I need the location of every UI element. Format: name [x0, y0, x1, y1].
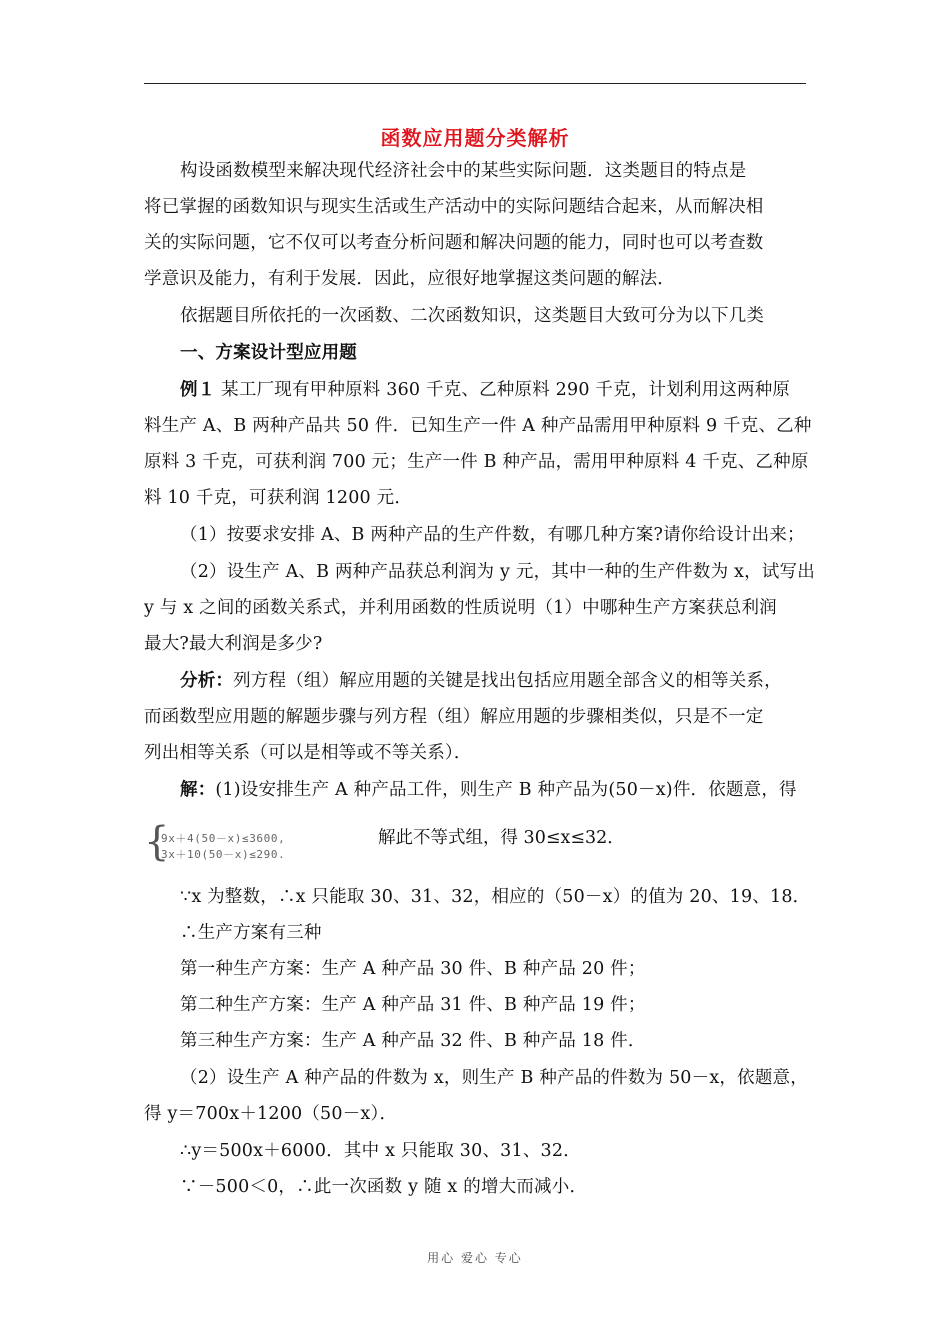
plan-2: 第二种生产方案：生产 A 种产品 31 件、B 种产品 19 件； — [180, 995, 646, 1015]
example-1-line-4: 料 10 千克，可获利润 1200 元． — [144, 488, 413, 508]
profit-function: ∴y＝500x＋6000．其中 x 只能取 30、31、32． — [180, 1141, 581, 1161]
page-footer: 用心 爱心 专心 — [427, 1251, 523, 1265]
solution-line-1 — [180, 779, 808, 801]
decreasing-conclusion: ∵－500＜0，∴此一次函数 y 随 x 的增大而减小． — [180, 1177, 588, 1197]
page-title: 函数应用题分类解析 — [380, 126, 570, 150]
header-rule — [144, 83, 806, 84]
categories-line: 依据题目所依托的一次函数、二次函数知识，这类题目大致可分为以下几类 — [180, 306, 765, 326]
intro-line-2: 将已掌握的函数知识与现实生活或生产活动中的实际问题结合起来，从而解决相 — [144, 197, 764, 217]
example-1-line-1 — [180, 379, 808, 401]
analysis-line-3: 列出相等关系（可以是相等或不等关系）． — [144, 743, 472, 763]
plan-3: 第三种生产方案：生产 A 种产品 32 件、B 种产品 18 件． — [180, 1031, 646, 1051]
intro-line-3: 关的实际问题，它不仅可以考查分析问题和解决问题的能力，同时也可以考查数 — [144, 233, 764, 253]
intro-line-4: 学意识及能力，有利于发展．因此，应很好地掌握这类问题的解法． — [144, 269, 675, 289]
step-three-plans: ∴生产方案有三种 — [180, 923, 322, 943]
plan-1: 第一种生产方案：生产 A 种产品 30 件、B 种产品 20 件； — [180, 959, 646, 979]
part-2-line-2: 得 y＝700x＋1200（50－x）． — [144, 1104, 398, 1124]
analysis-line-1 — [180, 670, 808, 692]
question-1: （1）按要求安排 A、B 两种产品的生产件数，有哪几种方案?请你给设计出来； — [180, 525, 805, 545]
analysis-line-2: 而函数型应用题的解题步骤与列方程（组）解应用题的步骤相类似，只是不一定 — [144, 707, 764, 727]
example-1-text: 某工厂现有甲种原料 360 千克、乙种原料 290 千克，计划利用这两种原 — [215, 380, 791, 400]
left-brace-symbol: { — [144, 819, 170, 865]
step-integer-values: ∵x 为整数，∴x 只能取 30、31、32，相应的（50－x）的值为 20、19、18． — [180, 887, 811, 907]
inequality-solution: 解此不等式组，得 30≤x≤32． — [378, 828, 625, 848]
inequality-system — [144, 819, 384, 865]
part-2-line-1: （2）设生产 A 种产品的件数为 x，则生产 B 种产品的件数为 50－x，依题意， — [180, 1068, 808, 1088]
analysis-text: 列方程（组）解应用题的关键是找出包括应用题全部含义的相等关系， — [233, 671, 782, 691]
section-heading-1: 一、方案设计型应用题 — [180, 343, 357, 363]
question-2-line-2: y 与 x 之间的函数关系式，并利用函数的性质说明（1）中哪种生产方案获总利润 — [144, 598, 777, 618]
intro-line-1: 构设函数模型来解决现代经济社会中的某些实际问题．这类题目的特点是 — [180, 161, 747, 181]
question-2-line-1: （2）设生产 A、B 两种产品获总利润为 y 元，其中一种的生产件数为 x，试写出 — [180, 562, 815, 582]
question-2-line-3: 最大?最大利润是多少? — [144, 634, 323, 654]
inequality-1: 9x＋4(50－x)≤3600, — [161, 832, 286, 845]
inequality-2: 3x＋10(50－x)≤290. — [161, 848, 286, 861]
example-1-line-3: 原料 3 千克，可获利润 700 元；生产一件 B 种产品，需用甲种原料 4 千克、乙种原 — [144, 452, 809, 472]
solution-text: (1)设安排生产 A 种产品工件，则生产 B 种产品为(50－x)件．依题意，得 — [215, 780, 797, 800]
example-1-label: 例１ — [180, 380, 216, 400]
example-1-line-2: 料生产 A、B 两种产品共 50 件．已知生产一件 A 种产品需用甲种原料 9 千克、乙种 — [144, 416, 812, 436]
solution-label: 解： — [180, 780, 216, 800]
analysis-label: 分析： — [180, 671, 234, 691]
